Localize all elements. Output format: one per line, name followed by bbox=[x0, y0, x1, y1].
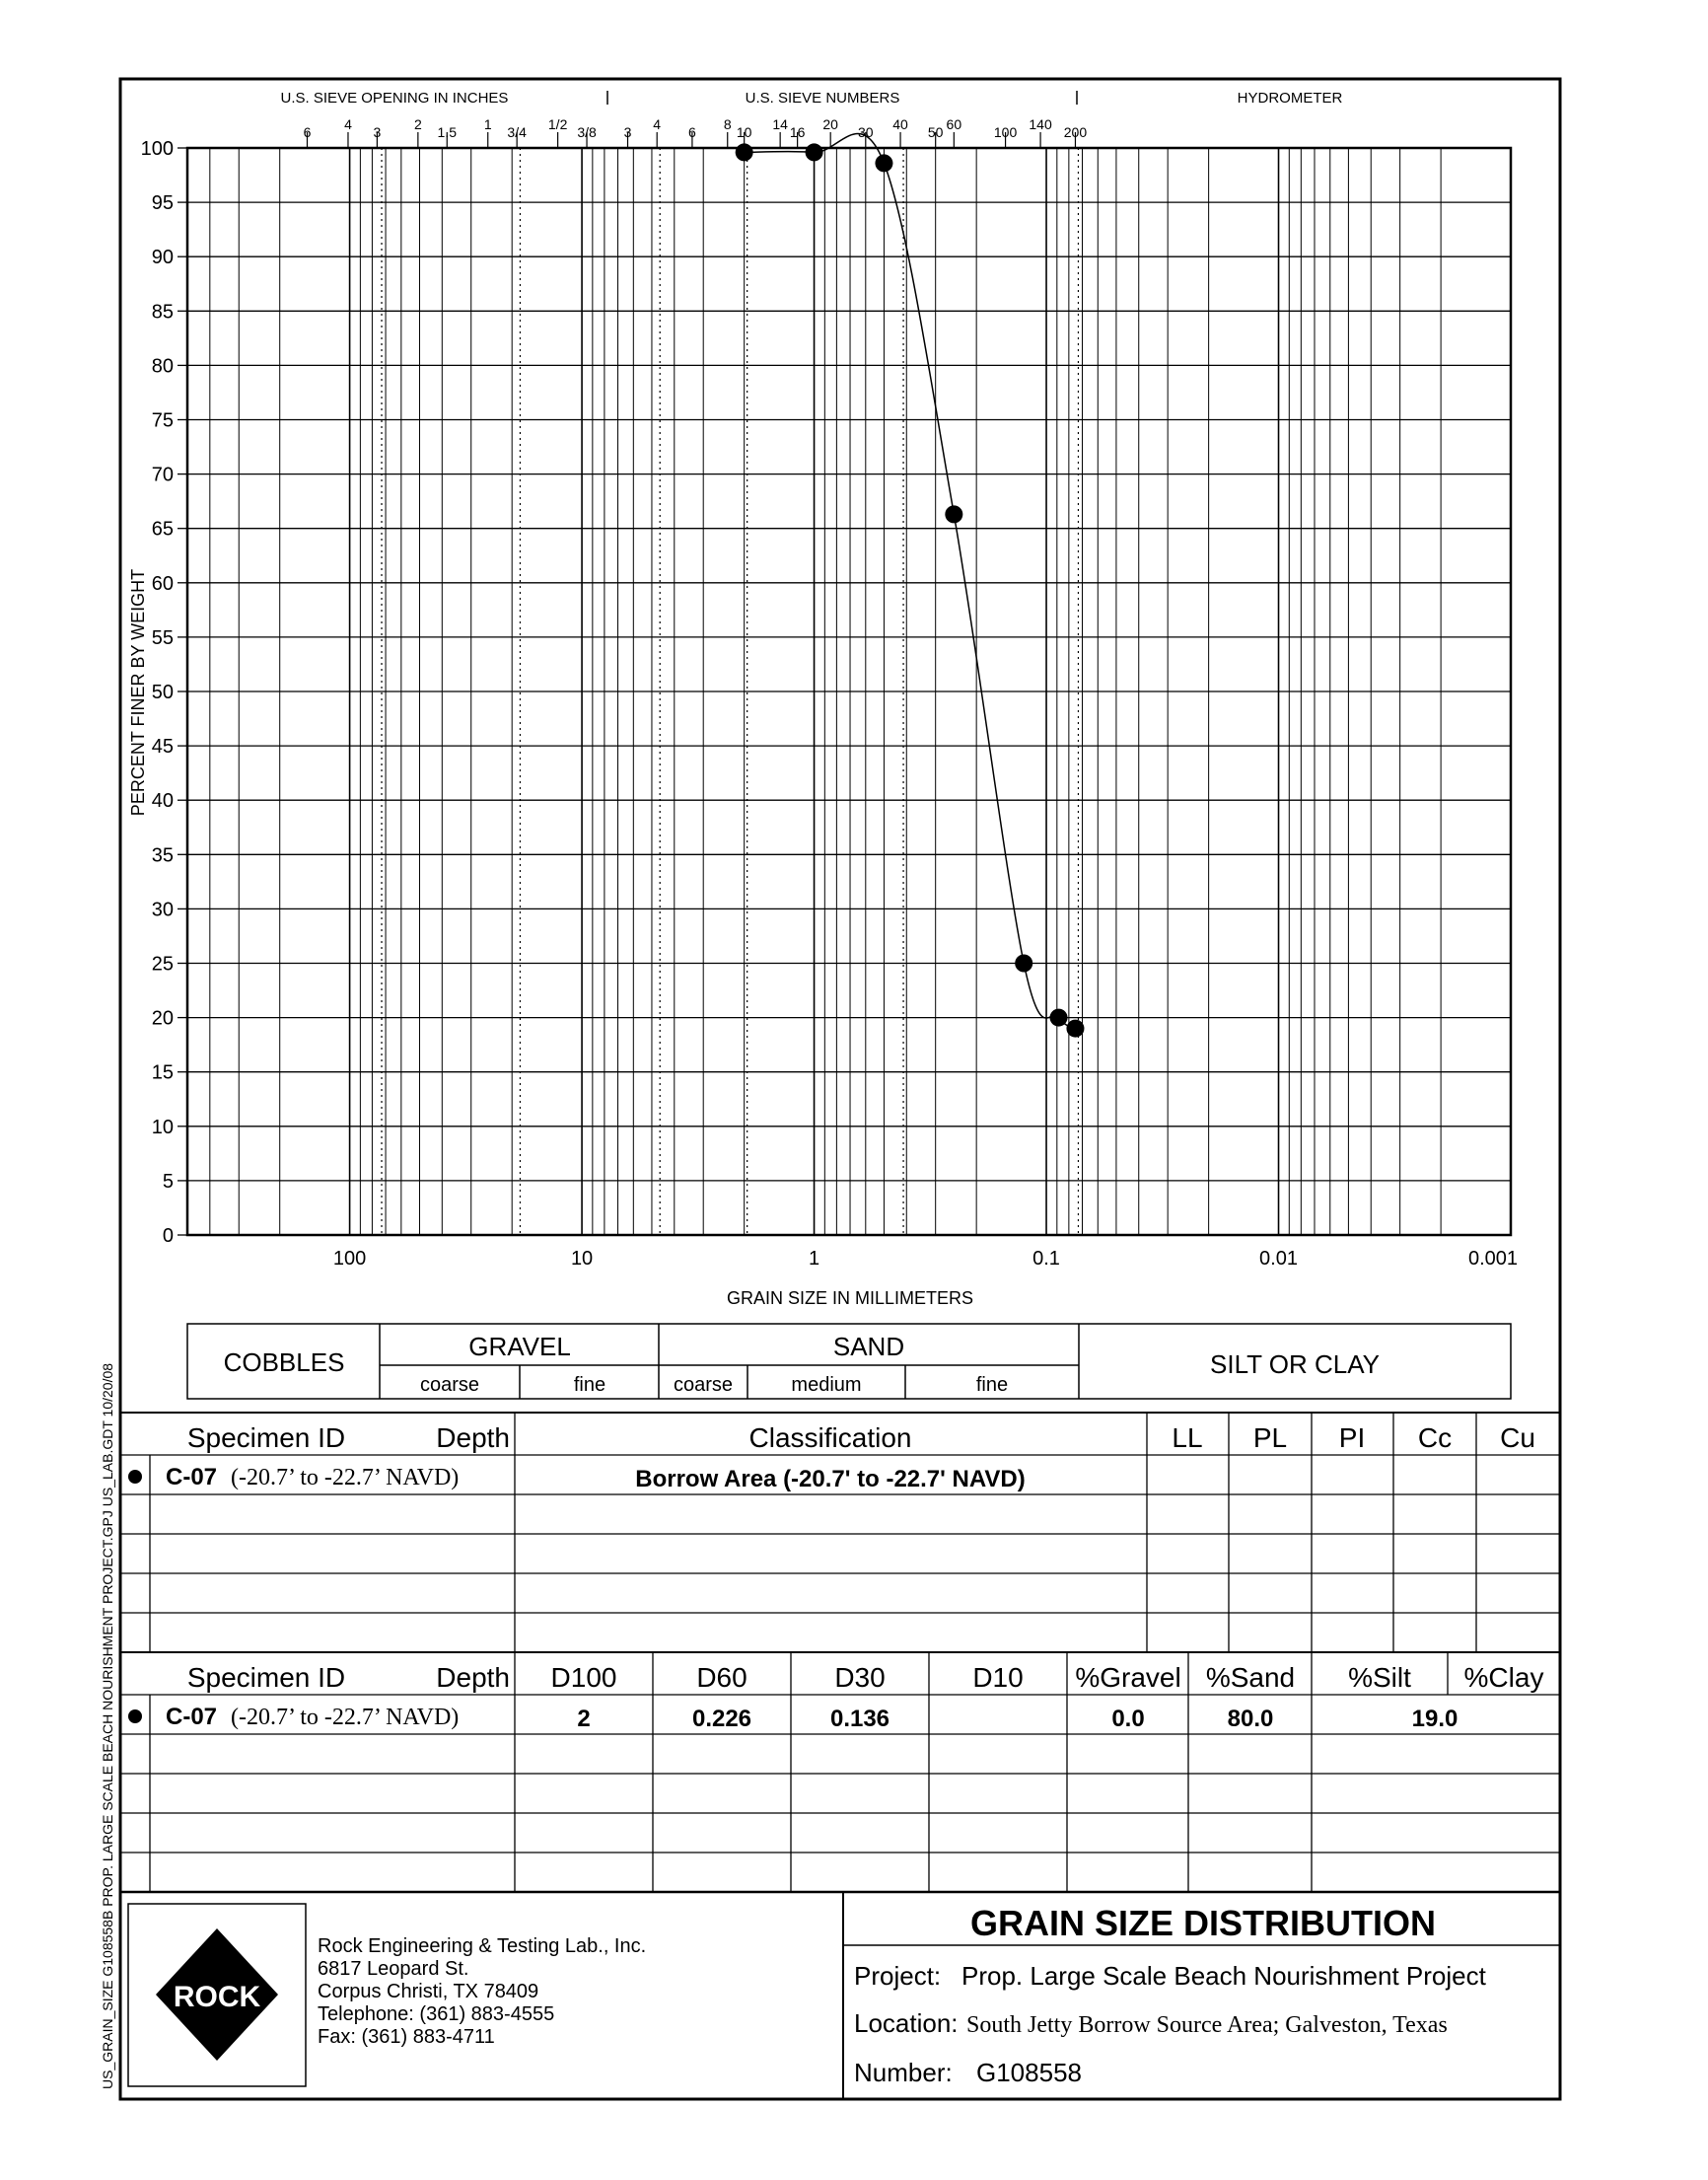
sieve-label: 16 bbox=[789, 124, 806, 140]
number-label: Number: bbox=[854, 2058, 953, 2087]
sieve-label: 3 bbox=[623, 124, 632, 140]
t2-depth: (-20.7’ to -22.7’ NAVD) bbox=[231, 1705, 460, 1730]
sieve-label: 6 bbox=[303, 124, 312, 140]
sand-fine-label: fine bbox=[975, 1374, 1009, 1396]
t2-d30-header: D30 bbox=[834, 1662, 886, 1693]
sieve-label: 1.5 bbox=[437, 124, 458, 140]
chart-grid bbox=[178, 148, 1511, 1235]
data-point bbox=[1050, 1009, 1068, 1027]
t1-depth-header: Depth bbox=[436, 1422, 510, 1453]
location-label: Location: bbox=[854, 2008, 959, 2038]
data-point bbox=[945, 505, 962, 523]
y-tick-label: 30 bbox=[151, 899, 174, 921]
x-tick-label: 1 bbox=[808, 1248, 820, 1270]
gradation-curve bbox=[745, 134, 1076, 1029]
t2-depth-header: Depth bbox=[436, 1662, 510, 1693]
y-tick-label: 75 bbox=[151, 409, 174, 432]
company-name: Rock Engineering & Testing Lab., Inc. bbox=[318, 1935, 647, 1957]
t2-clay-header: %Clay bbox=[1463, 1662, 1544, 1693]
t1-pl-header: PL bbox=[1252, 1422, 1288, 1453]
sieve-label: 100 bbox=[993, 124, 1018, 140]
y-tick-label: 95 bbox=[151, 192, 174, 215]
sieve-label: 8 bbox=[723, 116, 732, 132]
location-value: South Jetty Borrow Source Area; Galveston, Texas bbox=[966, 2012, 1448, 2038]
sieve-label: 50 bbox=[927, 124, 944, 140]
t2-specimen-header: Specimen ID bbox=[186, 1662, 346, 1693]
sand-label: SAND bbox=[832, 1332, 905, 1361]
t1-pi-header: PI bbox=[1338, 1422, 1366, 1453]
x-tick-label: 10 bbox=[570, 1248, 594, 1270]
t2-row-marker bbox=[128, 1709, 142, 1723]
sieve-label: 4 bbox=[653, 116, 662, 132]
y-tick-label: 80 bbox=[151, 355, 174, 378]
y-tick-label: 90 bbox=[151, 247, 174, 269]
logo-text: ROCK bbox=[173, 1981, 261, 2013]
company-city: Corpus Christi, TX 78409 bbox=[318, 1981, 539, 2002]
y-axis-label: PERCENT FINER BY WEIGHT bbox=[128, 568, 148, 817]
t2-d10-header: D10 bbox=[972, 1662, 1024, 1693]
gravel-label: GRAVEL bbox=[468, 1332, 571, 1361]
header-hydrometer: HYDROMETER bbox=[1237, 90, 1343, 107]
sand-coarse-label: coarse bbox=[673, 1374, 734, 1396]
sieve-label: 3/4 bbox=[507, 124, 527, 140]
sieve-label: 10 bbox=[736, 124, 752, 140]
y-tick-label: 0 bbox=[162, 1225, 174, 1247]
t1-ll-header: LL bbox=[1172, 1422, 1203, 1453]
x-tick-labels bbox=[333, 1248, 1518, 1270]
sieve-label: 3 bbox=[373, 124, 382, 140]
data-point bbox=[1015, 955, 1032, 973]
data-points bbox=[736, 143, 1085, 1037]
company-fax: Fax: (361) 883-4711 bbox=[318, 2026, 495, 2048]
y-tick-label: 60 bbox=[151, 572, 174, 595]
sand-medium-label: medium bbox=[791, 1374, 862, 1396]
t2-silt-header: %Silt bbox=[1348, 1662, 1411, 1693]
t1-specimen-id: C-07 bbox=[166, 1464, 218, 1490]
sieve-label: 140 bbox=[1029, 116, 1052, 132]
data-point bbox=[875, 154, 892, 172]
t2-sand-header: %Sand bbox=[1205, 1662, 1296, 1693]
t1-cc-header: Cc bbox=[1417, 1422, 1453, 1453]
y-tick-label: 35 bbox=[151, 844, 174, 867]
report-title: GRAIN SIZE DISTRIBUTION bbox=[969, 1903, 1437, 1943]
sieve-label: 200 bbox=[1063, 124, 1088, 140]
x-tick-label: 0.001 bbox=[1467, 1248, 1519, 1270]
project-value: Prop. Large Scale Beach Nourishment Project bbox=[961, 1961, 1486, 1991]
t1-row-marker bbox=[128, 1470, 142, 1484]
y-tick-label: 85 bbox=[151, 301, 174, 324]
t2-specimen-id: C-07 bbox=[166, 1704, 218, 1730]
sieve-label: 40 bbox=[892, 116, 908, 132]
silt-clay-label: SILT OR CLAY bbox=[1210, 1349, 1380, 1379]
sieve-label: 14 bbox=[772, 116, 788, 132]
t1-specimen-header: Specimen ID bbox=[186, 1422, 346, 1453]
t2-d30: 0.136 bbox=[829, 1706, 890, 1732]
gravel-coarse-label: coarse bbox=[419, 1374, 480, 1396]
y-tick-label: 5 bbox=[162, 1170, 174, 1193]
x-tick-label: 100 bbox=[332, 1248, 367, 1270]
header-sieve-inches: U.S. SIEVE OPENING IN INCHES bbox=[280, 90, 509, 107]
x-axis-label: GRAIN SIZE IN MILLIMETERS bbox=[726, 1288, 974, 1308]
data-point bbox=[806, 143, 823, 161]
cobbles-label: COBBLES bbox=[223, 1347, 345, 1377]
t2-sand: 80.0 bbox=[1227, 1706, 1274, 1732]
t2-d100: 2 bbox=[577, 1706, 591, 1732]
y-tick-label: 25 bbox=[151, 953, 174, 976]
t2-gravel: 0.0 bbox=[1111, 1706, 1145, 1732]
y-tick-label: 50 bbox=[151, 682, 174, 703]
project-label: Project: bbox=[854, 1961, 942, 1991]
t2-d100-header: D100 bbox=[550, 1662, 617, 1693]
t2-gravel-header: %Gravel bbox=[1075, 1662, 1181, 1693]
gravel-fine-label: fine bbox=[573, 1374, 606, 1396]
y-tick-label: 45 bbox=[151, 736, 174, 759]
y-tick-label: 70 bbox=[151, 464, 174, 486]
y-tick-label: 40 bbox=[151, 790, 174, 813]
y-tick-label: 65 bbox=[151, 518, 174, 541]
sieve-label: 4 bbox=[344, 116, 352, 132]
page-border bbox=[120, 79, 1560, 2099]
t2-d60: 0.226 bbox=[691, 1706, 752, 1732]
t1-classification: Borrow Area (-20.7' to -22.7' NAVD) bbox=[635, 1466, 1026, 1492]
data-point bbox=[1066, 1020, 1084, 1038]
sieve-label: 20 bbox=[822, 116, 838, 132]
sieve-label: 60 bbox=[946, 116, 962, 132]
header-sieve-numbers: U.S. SIEVE NUMBERS bbox=[745, 90, 900, 107]
x-tick-label: 0.1 bbox=[1032, 1248, 1060, 1270]
number-value: G108558 bbox=[976, 2058, 1082, 2087]
t2-silt-clay: 19.0 bbox=[1411, 1706, 1459, 1732]
t1-cu-header: Cu bbox=[1500, 1422, 1535, 1453]
sieve-label: 3/8 bbox=[577, 124, 597, 140]
t2-d60-header: D60 bbox=[696, 1662, 747, 1693]
t1-depth: (-20.7’ to -22.7’ NAVD) bbox=[231, 1465, 460, 1490]
sieve-label: 1/2 bbox=[547, 116, 568, 132]
sieve-labels bbox=[304, 116, 1088, 148]
sieve-label: 6 bbox=[688, 124, 696, 140]
x-tick-label: 0.01 bbox=[1259, 1248, 1298, 1270]
y-tick-label: 20 bbox=[151, 1007, 174, 1030]
y-tick-label: 10 bbox=[151, 1116, 174, 1138]
sieve-label: 1 bbox=[483, 116, 492, 132]
sieve-label: 2 bbox=[413, 116, 422, 132]
sieve-label: 30 bbox=[858, 124, 874, 140]
t1-classification-header: Classification bbox=[748, 1422, 912, 1453]
side-label: US_GRAIN_SIZE G108558B PROP. LARGE SCALE BEACH NOURISHMENT PROJECT.GPJ US_LAB.GDT 10/20/08 bbox=[100, 1362, 115, 2089]
company-phone: Telephone: (361) 883-4555 bbox=[318, 2003, 555, 2025]
y-tick-label: 15 bbox=[151, 1061, 174, 1084]
y-tick-label: 55 bbox=[151, 626, 174, 649]
data-point bbox=[736, 143, 753, 161]
y-tick-label: 100 bbox=[140, 138, 174, 160]
company-street: 6817 Leopard St. bbox=[318, 1958, 469, 1980]
